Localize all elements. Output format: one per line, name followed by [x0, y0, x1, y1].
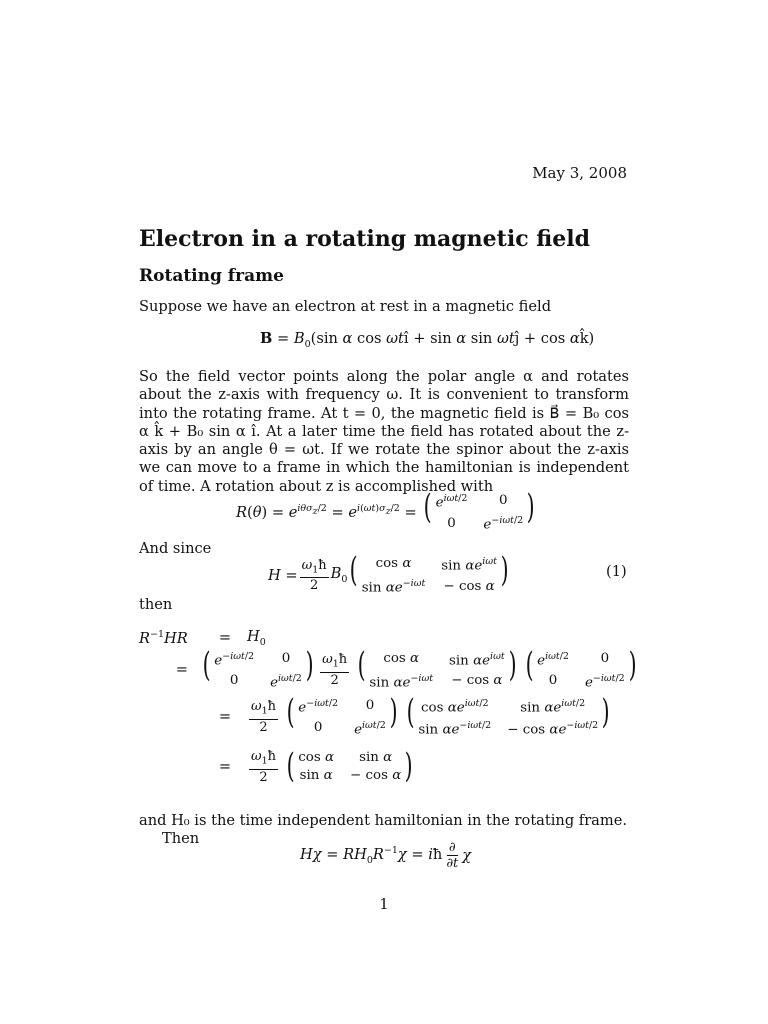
derivation-line-4: = $\frac{\omega_1ħ}{2}$ ( cos α sin α sin α − cos α ) [218, 746, 413, 786]
closing-paragraph: and H₀ is the time independent hamiltonian in the rotating frame. [139, 812, 627, 829]
and-since-text: And since [139, 540, 212, 557]
date: May 3, 2008 [532, 164, 627, 182]
page-number: 1 [379, 895, 389, 913]
equation-b-field: $B = B_0(\sin$ α cos ωtî + sin α sin ωtĵ + cos αk̂) [260, 330, 595, 350]
field-description-paragraph: So the field vector points along the polar angle α and rotates about the z-axis with frequency ω. It is convenient to transform into the rotating frame. At t = 0, the magnetic field is B⃗ = B₀ cos α k̂ + B₀ sin α î. At a later time the field has rotated about the z-axis by an angle θ = ωt. If we rotate the spinor about the z-axis we can move to a frame in which the hamiltonian is independent of time. A rotation about z is accomplished with [139, 368, 629, 495]
equation-rotation: $R(\theta) = e^{i\theta\sigma_z/2} = e^{i(\omega t)\sigma_z/2}$ = ( $e^{i\omega t/2}$ 0 0 $e^{-i\omega t/2}$ ) [236, 487, 535, 533]
equation-number-1: (1) [606, 563, 627, 580]
derivation-line-3: = $\frac{\omega_1ħ}{2}$ ( $e^{-i\omega t/2}$ 0 0 $e^{i\omega t/2}$ ) ( $\cos \alpha e^{i\omega t/2}$ $\sin \alpha e^{i\omega t/2}$ $\sin \alpha e^{-i\omega t/2}$ − $\cos \alpha e^{-i\omega t/2}$ ) [218, 691, 610, 738]
derivation-line-2: = ( $e^{-i\omega t/2}$ 0 0 $e^{i\omega t/2}$ ) $\frac{\omega_1ħ}{2}$ ( cos α $\sin \alpha e^{i\omega t}$ $\sin \alpha e^{-i\omega t}$ − cos α ) ( $e^{i\omega t/2}$ 0 0 $e^{-i\omega t/2}$ ) [175, 644, 637, 691]
then-text-2: Then [162, 830, 200, 847]
then-text: then [139, 596, 173, 613]
paper-title: Electron in a rotating magnetic field [139, 226, 590, 252]
intro-paragraph: Suppose we have an electron at rest in a magnetic field [139, 298, 552, 315]
equation-hamiltonian: H = $\frac{\omega_1ħ}{2}$ $B_0$ ( cos α $\sin \alpha e^{i\omega t}$ $\sin \alpha e^{-i\omega t}$ − cos α ) [268, 550, 509, 596]
equation-schrodinger: $H\chi = RH_0R^{-1}\chi$ = iħ $\frac{\partial}{\partial t}$ χ [300, 840, 472, 871]
derivation-block [139, 628, 639, 792]
section-heading: Rotating frame [139, 266, 284, 286]
derivation-line-1: $R^{-1}HR$ = $H_0$ [139, 627, 266, 648]
